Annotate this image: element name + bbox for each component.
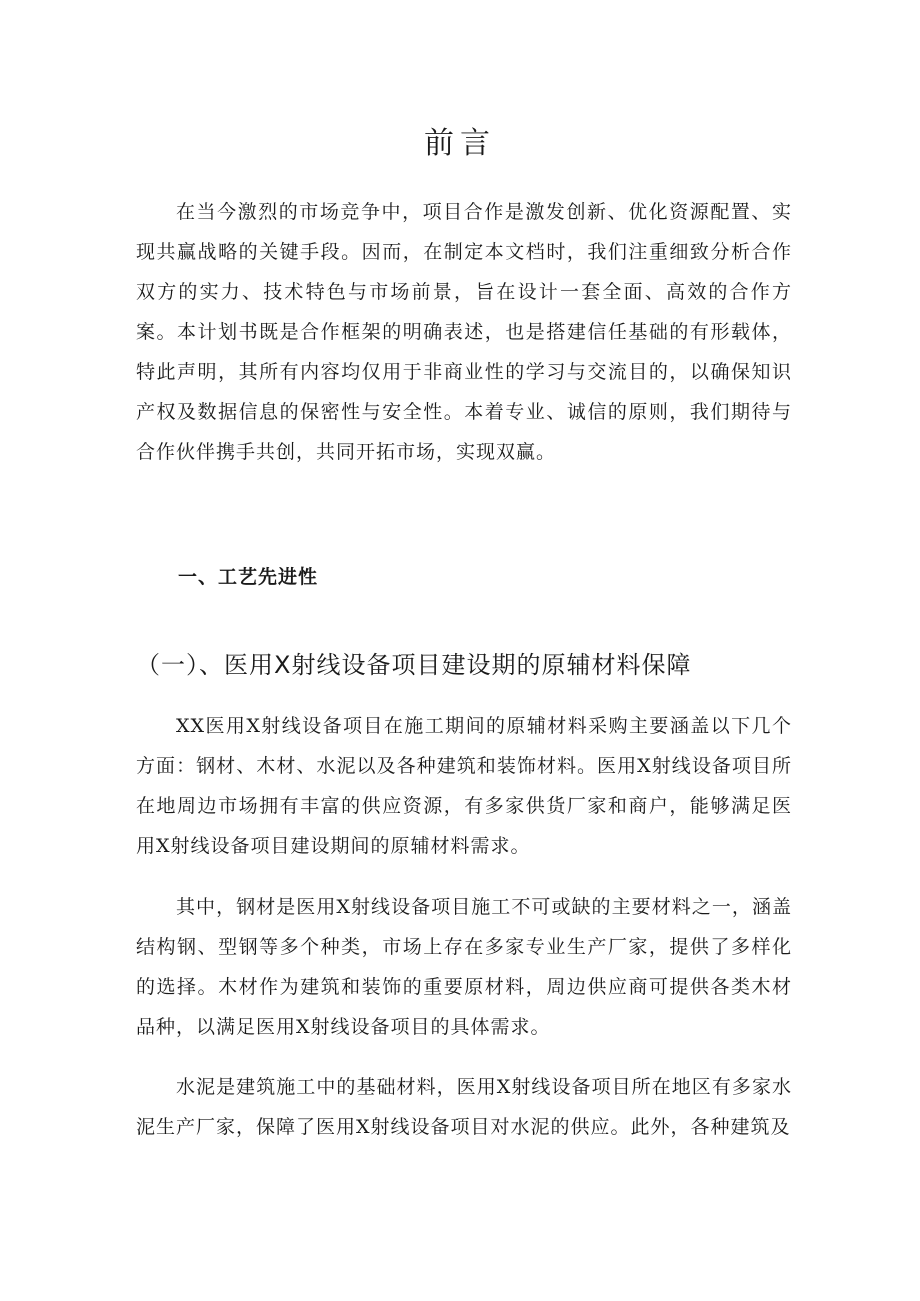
section-heading: 一、工艺先进性 bbox=[178, 566, 319, 588]
body-paragraph: XX医用X射线设备项目在施工期间的原辅材料采购主要涵盖以下几个方面：钢材、木材、水泥以及各种建筑和装饰材料。医用X射线设备项目所在地周边市场拥有丰富的供应资源，有多家供货厂家和商户，能够满足医用X射线设备项目建设期间的原辅材料需求。 bbox=[136, 715, 792, 857]
page-title: 前言 bbox=[424, 126, 496, 161]
subsection-heading: （一）、医用X射线设备项目建设期的原辅材料保障 bbox=[136, 651, 692, 679]
body-paragraph: 其中，钢材是医用X射线设备项目施工不可或缺的主要材料之一，涵盖结构钢、型钢等多个种类，市场上存在多家专业生产厂家，提供了多样化的选择。木材作为建筑和装饰的重要原材料，周边供应商可提供各类木材品种，以满足医用X射线设备项目的具体需求。 bbox=[136, 896, 792, 1038]
body-paragraph: 水泥是建筑施工中的基础材料，医用X射线设备项目所在地区有多家水泥生产厂家，保障了医用X射线设备项目对水泥的供应。此外，各种建筑及 bbox=[136, 1076, 792, 1138]
preface-paragraph: 在当今激烈的市场竞争中，项目合作是激发创新、优化资源配置、实现共赢战略的关键手段。因而，在制定本文档时，我们注重细致分析合作双方的实力、技术特色与市场前景，旨在设计一套全面、高效的合作方案。本计划书既是合作框架的明确表述，也是搭建信任基础的有形载体，特此声明，其所有内容均仅用于非商业性的学习与交流目的，以确保知识产权及数据信息的保密性与安全性。本着专业、诚信的原则，我们期待与合作伙伴携手共创，共同开拓市场，实现双赢。 bbox=[136, 201, 792, 463]
